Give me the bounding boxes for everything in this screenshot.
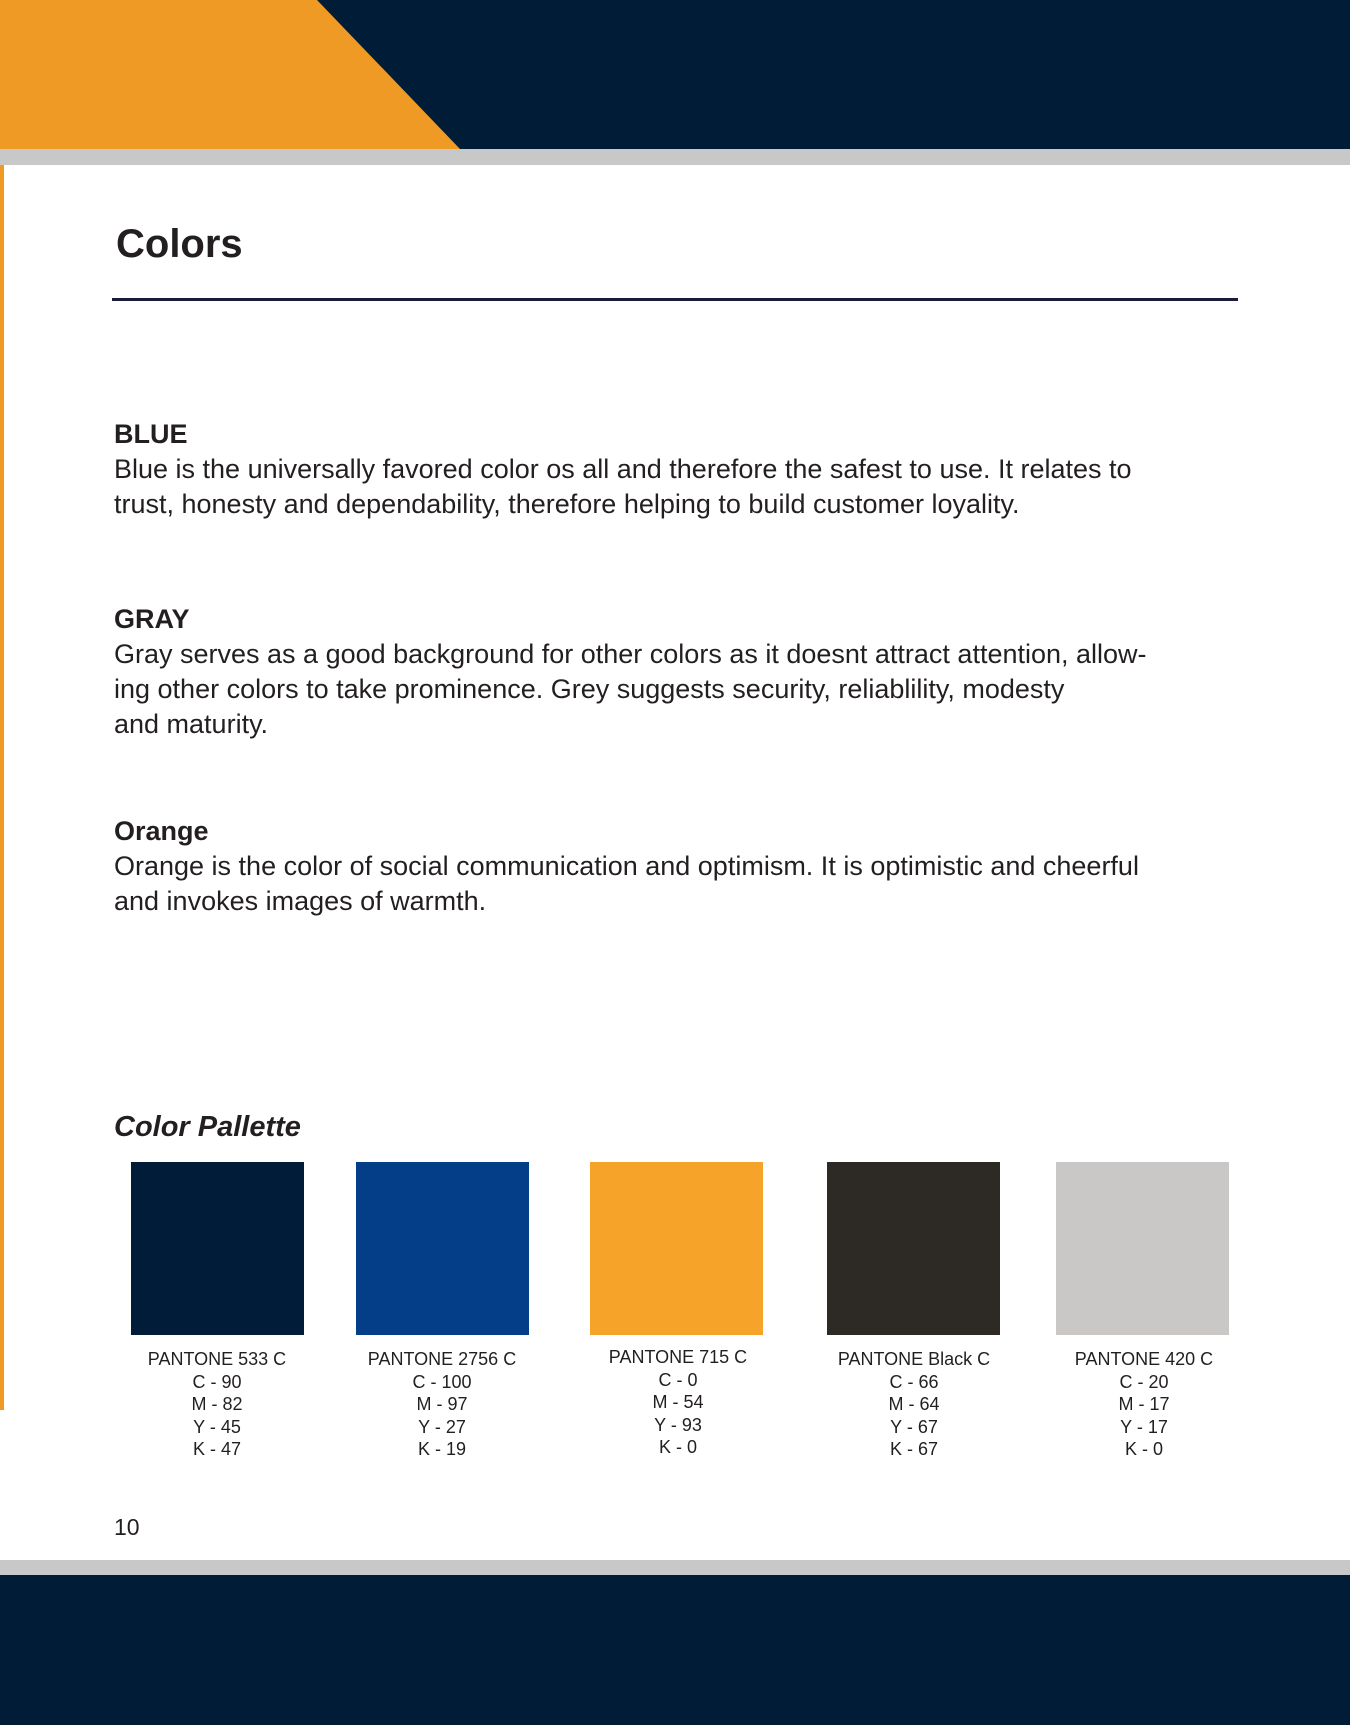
swatch-yellow-value: Y - 67: [890, 1416, 938, 1437]
swatch-magenta-value: M - 97: [416, 1394, 468, 1414]
section-orange: [114, 814, 1239, 919]
section-body-line: and invokes images of warmth.: [114, 886, 487, 916]
title-underline: [112, 298, 1238, 301]
page-title: Colors: [116, 222, 243, 266]
color-swatch-pantone-715c: [590, 1162, 763, 1335]
header-gray-rule: [0, 149, 1350, 165]
swatch-pantone-name: PANTONE 2756 C: [367, 1349, 517, 1369]
color-swatch-pantone-black-c: [827, 1162, 1000, 1335]
swatch-cyan-value: C - 20: [1119, 1371, 1169, 1392]
section-heading: GRAY: [114, 604, 190, 634]
swatch-cyan-value: C - 0: [658, 1369, 698, 1390]
swatch-info-pantone-2756c: [322, 1348, 562, 1461]
swatch-yellow-value: Y - 17: [1120, 1416, 1168, 1437]
palette-title: Color Pallette: [114, 1111, 301, 1143]
swatch-yellow-value: Y - 27: [418, 1416, 466, 1437]
section-body-line: Gray serves as a good background for other colors as it doesnt attract attention, allow-: [114, 639, 1147, 669]
swatch-yellow-value: Y - 93: [654, 1414, 702, 1435]
swatch-info-pantone-black-c: [794, 1348, 1034, 1461]
swatch-black-value: K - 0: [658, 1437, 697, 1457]
swatch-black-value: K - 47: [192, 1439, 242, 1459]
section-body-line: ing other colors to take prominence. Grey suggests security, reliablility, modesty: [114, 674, 1065, 704]
section-body-line: trust, honesty and dependability, therefore helping to build customer loyality.: [114, 489, 1020, 519]
section-gray: [114, 602, 1239, 742]
swatch-pantone-name: PANTONE Black C: [837, 1349, 991, 1369]
color-swatch-pantone-420c: [1056, 1162, 1229, 1335]
section-blue: [114, 417, 1239, 522]
swatch-magenta-value: M - 64: [888, 1394, 940, 1414]
page-number: 10: [114, 1514, 140, 1540]
color-swatch-pantone-2756c: [356, 1162, 529, 1335]
section-heading: Orange: [114, 816, 209, 846]
color-swatch-pantone-533c: [131, 1162, 304, 1335]
swatch-info-pantone-420c: [1024, 1348, 1264, 1461]
swatch-black-value: K - 67: [889, 1439, 939, 1459]
section-body-line: Blue is the universally favored color os all and therefore the safest to use. It relates to: [114, 454, 1132, 484]
swatch-magenta-value: M - 82: [191, 1394, 243, 1414]
swatch-cyan-value: C - 90: [192, 1371, 242, 1392]
swatch-info-pantone-533c: [97, 1348, 337, 1461]
swatch-black-value: K - 19: [417, 1439, 467, 1459]
swatch-yellow-value: Y - 45: [193, 1416, 241, 1437]
swatch-info-pantone-715c: [558, 1346, 798, 1459]
swatch-cyan-value: C - 66: [889, 1371, 939, 1392]
section-heading: BLUE: [114, 419, 188, 449]
swatch-pantone-name: PANTONE 715 C: [608, 1347, 748, 1367]
swatch-magenta-value: M - 17: [1118, 1394, 1170, 1414]
footer-gray-rule: [0, 1560, 1350, 1575]
footer-band: [0, 1575, 1350, 1725]
swatch-cyan-value: C - 100: [412, 1371, 472, 1392]
section-body-line: and maturity.: [114, 709, 269, 739]
swatch-black-value: K - 0: [1124, 1439, 1163, 1459]
swatch-pantone-name: PANTONE 420 C: [1074, 1349, 1214, 1369]
left-orange-accent-line: [0, 165, 4, 1410]
swatch-magenta-value: M - 54: [652, 1392, 704, 1412]
swatch-pantone-name: PANTONE 533 C: [147, 1349, 287, 1369]
section-body-line: Orange is the color of social communication and optimism. It is optimistic and cheerful: [114, 851, 1139, 881]
